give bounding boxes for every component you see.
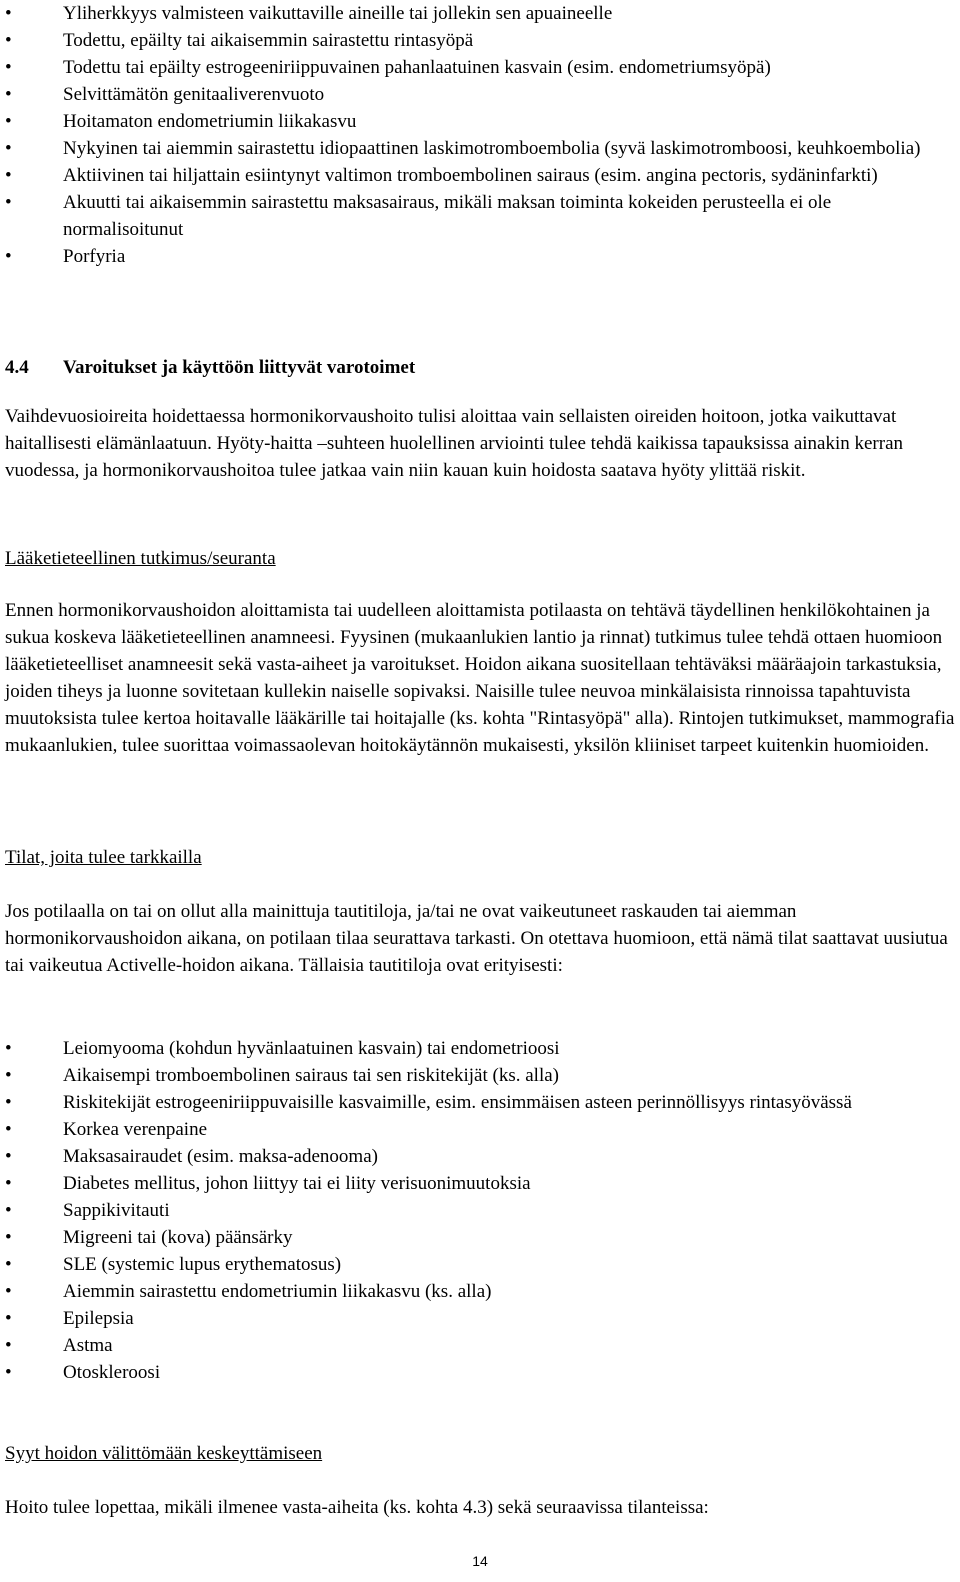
- bullet-icon: •: [5, 1092, 12, 1113]
- list-item: [0, 1224, 958, 1251]
- list-item: [0, 0, 958, 27]
- section-number: 4.4: [5, 357, 29, 378]
- list-item: [0, 189, 958, 243]
- list-item: [0, 162, 958, 189]
- bullet-icon: •: [5, 1119, 12, 1140]
- bullet-icon: •: [5, 1335, 12, 1356]
- list-item-text: Aiemmin sairastettu endometriumin liikakasvu (ks. alla): [63, 1281, 492, 1302]
- list-item: [0, 1170, 958, 1197]
- list-item: [0, 54, 958, 81]
- subheading-immediate-discontinuation: Syyt hoidon välittömään keskeyttämiseen: [5, 1443, 323, 1464]
- list-item-text: Maksasairaudet (esim. maksa-adenooma): [63, 1146, 378, 1167]
- page-number: 14: [472, 1553, 488, 1569]
- list-item: [0, 27, 958, 54]
- list-item-text: Akuutti tai aikaisemmin sairastettu maksasairaus, mikäli maksan toiminta kokeiden perusteella ei ole normalisoitunut: [63, 192, 832, 240]
- list-item: [0, 1278, 958, 1305]
- list-item-text: Porfyria: [63, 246, 126, 267]
- list-item: [0, 1197, 958, 1224]
- list-item: [0, 1359, 958, 1386]
- list-item-text: Korkea verenpaine: [63, 1119, 208, 1140]
- bullet-icon: •: [5, 192, 12, 213]
- bullet-icon: •: [5, 1038, 12, 1059]
- bullet-icon: •: [5, 1200, 12, 1221]
- bullet-icon: •: [5, 1065, 12, 1086]
- list-item-text: Diabetes mellitus, johon liittyy tai ei liity verisuonimuutoksia: [63, 1173, 531, 1194]
- list-item-text: Riskitekijät estrogeeniriippuvaisille kasvaimille, esim. ensimmäisen asteen perinnöllisyys rintasyövässä: [63, 1092, 852, 1113]
- contraindications-list: [0, 0, 958, 270]
- list-item-text: Otoskleroosi: [63, 1362, 161, 1383]
- list-item-text: Sappikivitauti: [63, 1200, 170, 1221]
- bullet-icon: •: [5, 1308, 12, 1329]
- list-item-text: Todettu tai epäilty estrogeeniriippuvainen pahanlaatuinen kasvain (esim. endometriumsyöpä): [63, 57, 771, 78]
- list-item-text: Nykyinen tai aiemmin sairastettu idiopaattinen laskimotromboembolia (syvä laskimotromboosi, keuhkoembolia): [63, 138, 921, 159]
- list-item: [0, 1143, 958, 1170]
- list-item: [0, 108, 958, 135]
- list-item: [0, 1251, 958, 1278]
- list-item-text: Astma: [63, 1335, 113, 1356]
- bullet-icon: •: [5, 138, 12, 159]
- list-item: [0, 1305, 958, 1332]
- bullet-icon: •: [5, 84, 12, 105]
- subheading-conditions-to-monitor: Tilat, joita tulee tarkkailla: [5, 847, 202, 868]
- list-item-text: Hoitamaton endometriumin liikakasvu: [63, 111, 357, 132]
- bullet-icon: •: [5, 1173, 12, 1194]
- bullet-icon: •: [5, 1281, 12, 1302]
- list-item: [0, 1332, 958, 1359]
- discontinuation-paragraph: Hoito tulee lopettaa, mikäli ilmenee vasta-aiheita (ks. kohta 4.3) sekä seuraavissa tilanteissa:: [5, 1497, 709, 1518]
- conditions-list: [0, 1035, 958, 1386]
- list-item: [0, 135, 958, 162]
- bullet-icon: •: [5, 1254, 12, 1275]
- list-item-text: Yliherkkyys valmisteen vaikuttaville aineille tai jollekin sen apuaineelle: [63, 3, 613, 24]
- bullet-icon: •: [5, 165, 12, 186]
- list-item-text: Todettu, epäilty tai aikaisemmin sairastettu rintasyöpä: [63, 30, 474, 51]
- list-item-text: Epilepsia: [63, 1308, 134, 1329]
- bullet-icon: •: [5, 3, 12, 24]
- list-item-text: Aktiivinen tai hiljattain esiintynyt valtimon tromboembolinen sairaus (esim. angina pectoris, sydäninfarkti): [63, 165, 878, 186]
- bullet-icon: •: [5, 1227, 12, 1248]
- section-heading: [5, 354, 415, 381]
- list-item: [0, 1035, 958, 1062]
- list-item-text: Selvittämätön genitaaliverenvuoto: [63, 84, 325, 105]
- list-item-text: Aikaisempi tromboembolinen sairaus tai sen riskitekijät (ks. alla): [63, 1065, 559, 1086]
- bullet-icon: •: [5, 246, 12, 267]
- intro-paragraph: Vaihdevuosioireita hoidettaessa hormonikorvaushoito tulisi aloittaa vain sellaisten oireiden hoitoon, jotka vaikuttavat haitallisesti elämänlaatuun. Hyöty-haitta –suhteen huolellinen arviointi tulee tehdä kaikissa tapauksissa ainakin kerran vuodessa, ja hormonikorvaushoitoa tulee jatkaa vain niin kauan kuin hoidosta saatava hyöty ylittää riskit.: [5, 406, 904, 481]
- subheading-medical-examination: Lääketieteellinen tutkimus/seuranta: [5, 548, 276, 569]
- bullet-icon: •: [5, 111, 12, 132]
- list-item-text: Leiomyooma (kohdun hyvänlaatuinen kasvain) tai endometrioosi: [63, 1038, 560, 1059]
- bullet-icon: •: [5, 1146, 12, 1167]
- medical-examination-paragraph: Ennen hormonikorvaushoidon aloittamista tai uudelleen aloittamista potilaasta on tehtävä täydellinen henkilökohtainen ja sukua koskeva lääketieteellinen anamneesi. Fyysinen (mukaanlukien lantio ja rinnat) tutkimus tulee tehdä ottaen huomioon lääketieteelliset anamneesit sekä vasta-aiheet ja varoitukset. Hoidon aikana suositellaan tehtäväksi määräajoin tarkastuksia, joiden tiheys ja luonne sovitetaan kullekin naiselle sopivaksi. Naisille tulee neuvoa minkälaisista rinnoissa tapahtuvista muutoksista tulee kertoa hoitavalle lääkärille tai hoitajalle (ks. kohta "Rintasyöpä" alla). Rintojen tutkimukset, mammografia mukaanlukien, tulee suorittaa voimassaolevan hoitokäytännön mukaisesti, yksilön kliiniset tarpeet kuitenkin huomioiden.: [5, 600, 955, 756]
- bullet-icon: •: [5, 1362, 12, 1383]
- list-item-text: SLE (systemic lupus erythematosus): [63, 1254, 342, 1275]
- bullet-icon: •: [5, 57, 12, 78]
- conditions-paragraph: Jos potilaalla on tai on ollut alla mainittuja tautitiloja, ja/tai ne ovat vaikeutuneet raskauden tai aiemman hormonikorvaushoidon aikana, on potilaan tilaa seurattava tarkasti. On otettava huomioon, että nämä tilat saattavat uusiutua tai vaikeutua Activelle-hoidon aikana. Tällaisia tautitiloja ovat erityisesti:: [5, 901, 948, 976]
- list-item-text: Migreeni tai (kova) päänsärky: [63, 1227, 293, 1248]
- section-title: Varoitukset ja käyttöön liittyvät varotoimet: [63, 357, 416, 378]
- list-item: [0, 81, 958, 108]
- list-item: [0, 1062, 958, 1089]
- list-item: [0, 1116, 958, 1143]
- list-item: [0, 243, 958, 270]
- bullet-icon: •: [5, 30, 12, 51]
- list-item: [0, 1089, 958, 1116]
